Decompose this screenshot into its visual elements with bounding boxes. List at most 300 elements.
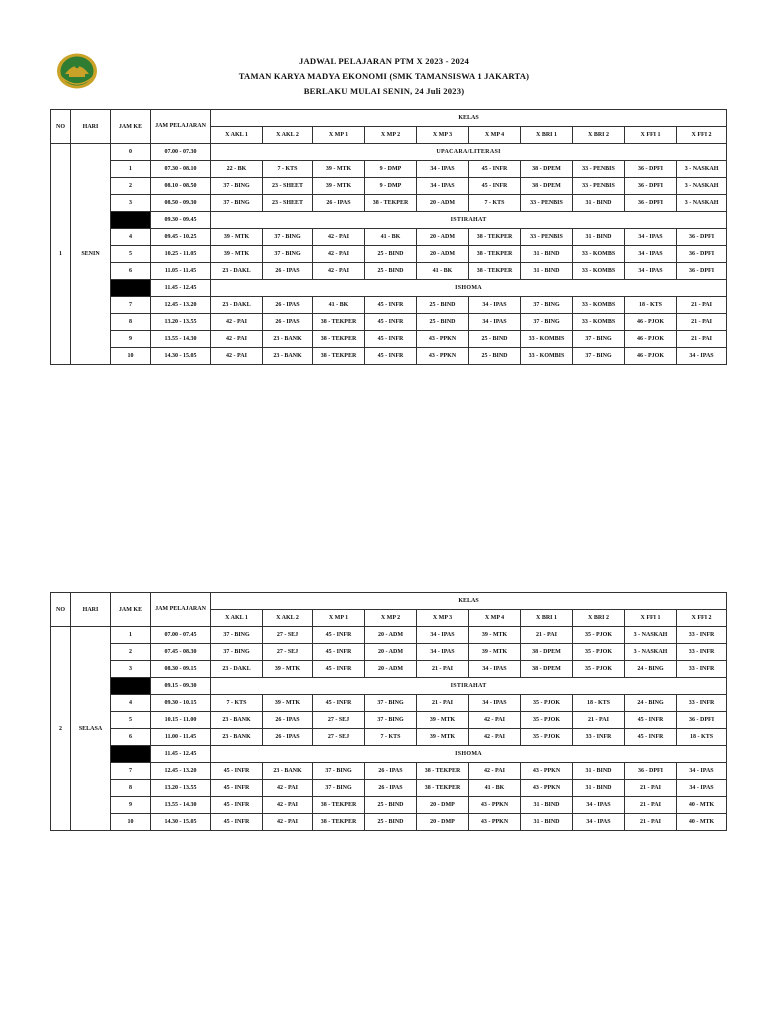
- schedule-cell: 20 - ADM: [365, 644, 417, 661]
- day-number: 1: [51, 144, 71, 365]
- schedule-cell: 34 - IPAS: [417, 627, 469, 644]
- period-number: 5: [111, 712, 151, 729]
- table-row: [51, 627, 727, 644]
- class-header: X FFI 2: [677, 610, 727, 627]
- table-row: [51, 661, 727, 678]
- schedule-cell: 45 - INFR: [211, 780, 263, 797]
- col-header-hari: HARI: [71, 593, 111, 627]
- table-row: [51, 729, 727, 746]
- schedule-cell: 3 - NASKAH: [677, 161, 727, 178]
- period-number: 9: [111, 331, 151, 348]
- schedule-cell: 33 - PENBIS: [521, 229, 573, 246]
- schedule-cell: 21 - PAI: [677, 331, 727, 348]
- schedule-cell: 23 - BANK: [263, 331, 313, 348]
- schedule-cell: 40 - MTK: [677, 814, 727, 831]
- period-time: 11.00 - 11.45: [151, 729, 211, 746]
- period-time: 13.55 - 14.30: [151, 331, 211, 348]
- day-name: SENIN: [71, 144, 111, 365]
- table-row: [51, 746, 727, 763]
- schedule-cell: 38 - TEKPER: [313, 314, 365, 331]
- schedule-cell: 37 - BING: [521, 297, 573, 314]
- schedule-cell: 26 - IPAS: [263, 297, 313, 314]
- break-label: ISHOMA: [211, 280, 727, 297]
- table-row: [51, 331, 727, 348]
- document-header: [0, 54, 768, 99]
- schedule-cell: 23 - SHEET: [263, 178, 313, 195]
- schedule-cell: 45 - INFR: [211, 797, 263, 814]
- schedule-cell: 35 - PJOK: [573, 644, 625, 661]
- col-header-jam-pelajaran: JAM PELAJARAN: [151, 593, 211, 627]
- schedule-cell: 37 - BING: [263, 246, 313, 263]
- schedule-cell: 36 - DPFI: [625, 763, 677, 780]
- schedule-cell: 42 - PAI: [313, 246, 365, 263]
- table-row: [51, 763, 727, 780]
- schedule-cell: 33 - INFR: [573, 729, 625, 746]
- schedule-cell: 25 - BIND: [365, 263, 417, 280]
- schedule-cell: 7 - KTS: [365, 729, 417, 746]
- schedule-cell: 38 - DPEM: [521, 161, 573, 178]
- period-number: [111, 746, 151, 763]
- schedule-cell: 38 - TEKPER: [469, 263, 521, 280]
- schedule-cell: 45 - INFR: [211, 814, 263, 831]
- period-time: 13.20 - 13.55: [151, 780, 211, 797]
- schedule-cell: 42 - PAI: [211, 348, 263, 365]
- period-number: [111, 212, 151, 229]
- schedule-cell: 45 - INFR: [365, 297, 417, 314]
- schedule-cell: 38 - DPEM: [521, 644, 573, 661]
- header-title: JADWAL PELAJARAN PTM X 2023 - 2024: [298, 56, 470, 66]
- class-header: X AKL 2: [263, 610, 313, 627]
- break-label: ISHOMA: [211, 746, 727, 763]
- schedule-cell: 42 - PAI: [263, 780, 313, 797]
- schedule-cell: 37 - BING: [365, 695, 417, 712]
- schedule-cell: 33 - PENBIS: [573, 178, 625, 195]
- schedule-cell: 25 - BIND: [365, 814, 417, 831]
- schedule-cell: 45 - INFR: [211, 763, 263, 780]
- schedule-cell: 33 - KOMBIS: [521, 331, 573, 348]
- schedule-cell: 42 - PAI: [469, 729, 521, 746]
- table-row: [51, 212, 727, 229]
- schedule-cell: 23 - SHEET: [263, 195, 313, 212]
- schedule-cell: 18 - KTS: [677, 729, 727, 746]
- table-row: [51, 144, 727, 161]
- schedule-cell: 21 - PAI: [677, 314, 727, 331]
- schedule-cell: 39 - MTK: [417, 729, 469, 746]
- schedule-cell: 38 - TEKPER: [313, 331, 365, 348]
- class-header: X AKL 1: [211, 610, 263, 627]
- table-row: [51, 263, 727, 280]
- class-header: X MP 2: [365, 610, 417, 627]
- period-number: 6: [111, 263, 151, 280]
- col-header-kelas: KELAS: [211, 110, 727, 127]
- col-header-no: NO: [51, 110, 71, 144]
- schedule-cell: 31 - BIND: [521, 797, 573, 814]
- schedule-cell: 34 - IPAS: [417, 161, 469, 178]
- schedule-cell: 25 - BIND: [469, 331, 521, 348]
- table-row: [51, 780, 727, 797]
- schedule-cell: 23 - BANK: [263, 763, 313, 780]
- schedule-cell: 38 - TEKPER: [417, 763, 469, 780]
- period-number: 7: [111, 297, 151, 314]
- schedule-cell: 9 - DMP: [365, 178, 417, 195]
- period-number: 8: [111, 780, 151, 797]
- schedule-cell: 38 - DPEM: [521, 178, 573, 195]
- schedule-cell: 41 - BK: [365, 229, 417, 246]
- period-number: 2: [111, 178, 151, 195]
- table-row: [51, 712, 727, 729]
- schedule-cell: 37 - BING: [263, 229, 313, 246]
- header-effective-date: BERLAKU MULAI SENIN, 24 Juli 2023): [303, 86, 465, 96]
- schedule-cell: 35 - PJOK: [521, 729, 573, 746]
- schedule-cell: 20 - ADM: [417, 229, 469, 246]
- schedule-cell: 26 - IPAS: [263, 314, 313, 331]
- period-number: 10: [111, 814, 151, 831]
- schedule-cell: 21 - PAI: [417, 661, 469, 678]
- schedule-cell: 31 - BIND: [573, 229, 625, 246]
- period-number: 6: [111, 729, 151, 746]
- schedule-cell: 35 - PJOK: [521, 712, 573, 729]
- schedule-cell: 20 - ADM: [417, 195, 469, 212]
- schedule-cell: 26 - IPAS: [263, 712, 313, 729]
- schedule-cell: 45 - INFR: [313, 644, 365, 661]
- period-time: 09.15 - 09.30: [151, 678, 211, 695]
- period-time: 10.15 - 11.00: [151, 712, 211, 729]
- class-header: X MP 4: [469, 127, 521, 144]
- class-header: X MP 3: [417, 127, 469, 144]
- schedule-cell: 39 - MTK: [469, 644, 521, 661]
- schedule-cell: 41 - BK: [313, 297, 365, 314]
- schedule-cell: 42 - PAI: [211, 331, 263, 348]
- class-header: X FFI 1: [625, 127, 677, 144]
- schedule-cell: 18 - KTS: [573, 695, 625, 712]
- schedule-cell: 21 - PAI: [625, 814, 677, 831]
- schedule-cell: 45 - INFR: [365, 314, 417, 331]
- schedule-cell: 42 - PAI: [211, 314, 263, 331]
- schedule-cell: 43 - PPKN: [521, 763, 573, 780]
- schedule-cell: 33 - INFR: [677, 627, 727, 644]
- schedule-cell: 20 - DMP: [417, 797, 469, 814]
- schedule-cell: 38 - TEKPER: [313, 797, 365, 814]
- schedule-cell: 39 - MTK: [263, 695, 313, 712]
- schedule-cell: 25 - BIND: [365, 246, 417, 263]
- period-time: 09.30 - 10.15: [151, 695, 211, 712]
- schedule-cell: 36 - DPFI: [677, 246, 727, 263]
- schedule-cell: 45 - INFR: [625, 712, 677, 729]
- schedule-cell: 41 - BK: [417, 263, 469, 280]
- class-header: X AKL 2: [263, 127, 313, 144]
- schedule-cell: 25 - BIND: [417, 297, 469, 314]
- schedule-cell: 37 - BING: [521, 314, 573, 331]
- schedule-cell: 45 - INFR: [365, 331, 417, 348]
- col-header-kelas: KELAS: [211, 593, 727, 610]
- schedule-cell: 46 - PJOK: [625, 348, 677, 365]
- schedule-cell: 39 - MTK: [211, 246, 263, 263]
- schedule-cell: 42 - PAI: [263, 814, 313, 831]
- period-time: 12.45 - 13.20: [151, 763, 211, 780]
- period-number: [111, 280, 151, 297]
- schedule-cell: 3 - NASKAH: [625, 644, 677, 661]
- table-row: [51, 246, 727, 263]
- table-row: [51, 280, 727, 297]
- schedule-cell: 46 - PJOK: [625, 314, 677, 331]
- class-header: X BRI 1: [521, 127, 573, 144]
- schedule-cell: 38 - TEKPER: [365, 195, 417, 212]
- schedule-cell: 31 - BIND: [521, 246, 573, 263]
- schedule-cell: 27 - SEJ: [313, 729, 365, 746]
- class-header: X FFI 2: [677, 127, 727, 144]
- schedule-cell: 9 - DMP: [365, 161, 417, 178]
- class-header: X MP 2: [365, 127, 417, 144]
- schedule-cell: 43 - PPKN: [521, 780, 573, 797]
- period-number: 8: [111, 314, 151, 331]
- schedule-cell: 31 - BIND: [573, 763, 625, 780]
- period-time: 14.30 - 15.05: [151, 814, 211, 831]
- schedule-cell: 33 - KOMBS: [573, 297, 625, 314]
- schedule-cell: 27 - SEJ: [263, 644, 313, 661]
- day-name: SELASA: [71, 627, 111, 831]
- schedule-cell: 33 - INFR: [677, 644, 727, 661]
- schedule-cell: 36 - DPFI: [625, 195, 677, 212]
- schedule-cell: 37 - BING: [211, 195, 263, 212]
- schedule-cell: 31 - BIND: [573, 780, 625, 797]
- schedule-cell: 26 - IPAS: [263, 263, 313, 280]
- schedule-cell: 39 - MTK: [263, 661, 313, 678]
- class-header: X FFI 1: [625, 610, 677, 627]
- schedule-cell: 37 - BING: [365, 712, 417, 729]
- period-time: 12.45 - 13.20: [151, 297, 211, 314]
- period-number: 7: [111, 763, 151, 780]
- schedule-cell: 20 - ADM: [365, 627, 417, 644]
- schedule-cell: 22 - BK: [211, 161, 263, 178]
- schedule-cell: 34 - IPAS: [625, 263, 677, 280]
- schedule-cell: 37 - BING: [573, 348, 625, 365]
- schedule-cell: 21 - PAI: [625, 780, 677, 797]
- schedule-cell: 43 - PPKN: [469, 797, 521, 814]
- period-number: 5: [111, 246, 151, 263]
- schedule-cell: 20 - DMP: [417, 814, 469, 831]
- schedule-cell: 45 - INFR: [313, 627, 365, 644]
- schedule-cell: 46 - PJOK: [625, 331, 677, 348]
- period-time: 14.30 - 15.05: [151, 348, 211, 365]
- schedule-cell: 37 - BING: [313, 780, 365, 797]
- schedule-cell: 23 - BANK: [211, 729, 263, 746]
- schedule-cell: 41 - BK: [469, 780, 521, 797]
- period-time: 08.10 - 08.50: [151, 178, 211, 195]
- col-header-jam-ke: JAM KE: [111, 593, 151, 627]
- schedule-cell: 42 - PAI: [313, 263, 365, 280]
- period-time: 11.05 - 11.45: [151, 263, 211, 280]
- schedule-cell: 23 - DAKL: [211, 661, 263, 678]
- schedule-cell: 21 - PAI: [521, 627, 573, 644]
- schedule-cell: 31 - BIND: [521, 263, 573, 280]
- col-header-jam-ke: JAM KE: [111, 110, 151, 144]
- schedule-cell: 27 - SEJ: [313, 712, 365, 729]
- schedule-cell: 40 - MTK: [677, 797, 727, 814]
- schedule-cell: 33 - PENBIS: [521, 195, 573, 212]
- schedule-cell: 43 - PPKN: [469, 814, 521, 831]
- schedule-cell: 35 - PJOK: [573, 661, 625, 678]
- period-time: 07.30 - 08.10: [151, 161, 211, 178]
- schedule-cell: 34 - IPAS: [573, 797, 625, 814]
- schedule-cell: 23 - BANK: [263, 348, 313, 365]
- period-time: 08.30 - 09.15: [151, 661, 211, 678]
- schedule-cell: 3 - NASKAH: [625, 627, 677, 644]
- table-row: [51, 797, 727, 814]
- col-header-jam-pelajaran: JAM PELAJARAN: [151, 110, 211, 144]
- schedule-cell: 34 - IPAS: [677, 780, 727, 797]
- schedule-cell: 36 - DPFI: [677, 263, 727, 280]
- class-header: X BRI 2: [573, 610, 625, 627]
- schedule-cell: 7 - KTS: [469, 195, 521, 212]
- schedule-table-senin: [50, 109, 727, 365]
- schedule-cell: 33 - KOMBS: [573, 314, 625, 331]
- class-header: X MP 3: [417, 610, 469, 627]
- break-label: UPACARA/LITERASI: [211, 144, 727, 161]
- schedule-cell: 45 - INFR: [365, 348, 417, 365]
- schedule-cell: 34 - IPAS: [469, 661, 521, 678]
- col-header-no: NO: [51, 593, 71, 627]
- schedule-table-selasa: [50, 592, 727, 831]
- period-number: 4: [111, 695, 151, 712]
- schedule-cell: 42 - PAI: [263, 797, 313, 814]
- schedule-cell: 34 - IPAS: [417, 178, 469, 195]
- schedule-cell: 7 - KTS: [211, 695, 263, 712]
- schedule-cell: 31 - BIND: [573, 195, 625, 212]
- schedule-cell: 33 - PENBIS: [573, 161, 625, 178]
- col-header-hari: HARI: [71, 110, 111, 144]
- schedule-cell: 21 - PAI: [573, 712, 625, 729]
- table-row: [51, 178, 727, 195]
- schedule-cell: 31 - BIND: [521, 814, 573, 831]
- table-row: [51, 161, 727, 178]
- header-row: [51, 593, 727, 610]
- period-number: 1: [111, 161, 151, 178]
- schedule-cell: 39 - MTK: [469, 627, 521, 644]
- schedule-cell: 34 - IPAS: [469, 695, 521, 712]
- period-time: 11.45 - 12.45: [151, 280, 211, 297]
- schedule-cell: 33 - KOMBS: [573, 246, 625, 263]
- schedule-cell: 43 - PPKN: [417, 348, 469, 365]
- schedule-cell: 3 - NASKAH: [677, 195, 727, 212]
- schedule-cell: 23 - DAKL: [211, 263, 263, 280]
- schedule-cell: 26 - IPAS: [263, 729, 313, 746]
- schedule-cell: 45 - INFR: [313, 661, 365, 678]
- schedule-cell: 25 - BIND: [417, 314, 469, 331]
- schedule-cell: 34 - IPAS: [625, 246, 677, 263]
- table-row: [51, 678, 727, 695]
- period-number: 1: [111, 627, 151, 644]
- schedule-cell: 25 - BIND: [365, 797, 417, 814]
- schedule-cell: 39 - MTK: [313, 178, 365, 195]
- schedule-cell: 34 - IPAS: [469, 314, 521, 331]
- period-number: 3: [111, 661, 151, 678]
- table-row: [51, 814, 727, 831]
- table-row: [51, 297, 727, 314]
- schedule-cell: 35 - PJOK: [573, 627, 625, 644]
- class-header: X MP 1: [313, 127, 365, 144]
- period-number: [111, 678, 151, 695]
- schedule-cell: 25 - BIND: [469, 348, 521, 365]
- table-row: [51, 348, 727, 365]
- period-time: 09.45 - 10.25: [151, 229, 211, 246]
- schedule-cell: 20 - ADM: [417, 246, 469, 263]
- table-row: [51, 195, 727, 212]
- schedule-cell: 34 - IPAS: [677, 348, 727, 365]
- period-time: 13.55 - 14.30: [151, 797, 211, 814]
- schedule-cell: 33 - KOMBS: [573, 263, 625, 280]
- schedule-cell: 39 - MTK: [211, 229, 263, 246]
- period-time: 11.45 - 12.45: [151, 746, 211, 763]
- period-number: 4: [111, 229, 151, 246]
- schedule-cell: 37 - BING: [313, 763, 365, 780]
- class-header: X BRI 2: [573, 127, 625, 144]
- schedule-cell: 42 - PAI: [313, 229, 365, 246]
- table-row: [51, 695, 727, 712]
- schedule-cell: 18 - KTS: [625, 297, 677, 314]
- schedule-cell: 33 - KOMBIS: [521, 348, 573, 365]
- schedule-cell: 36 - DPFI: [625, 178, 677, 195]
- period-time: 07.45 - 08.30: [151, 644, 211, 661]
- schedule-cell: 36 - DPFI: [625, 161, 677, 178]
- table-row: [51, 229, 727, 246]
- schedule-cell: 7 - KTS: [263, 161, 313, 178]
- schedule-cell: 45 - INFR: [625, 729, 677, 746]
- schedule-cell: 27 - SEJ: [263, 627, 313, 644]
- schedule-cell: 36 - DPFI: [677, 712, 727, 729]
- schedule-cell: 43 - PPKN: [417, 331, 469, 348]
- class-header: X MP 1: [313, 610, 365, 627]
- schedule-cell: 37 - BING: [211, 627, 263, 644]
- schedule-cell: 34 - IPAS: [469, 297, 521, 314]
- schedule-cell: 38 - DPEM: [521, 661, 573, 678]
- schedule-cell: 23 - BANK: [211, 712, 263, 729]
- schedule-cell: 42 - PAI: [469, 763, 521, 780]
- schedule-cell: 38 - TEKPER: [469, 229, 521, 246]
- class-header: X BRI 1: [521, 610, 573, 627]
- schedule-cell: 26 - IPAS: [365, 763, 417, 780]
- schedule-cell: 26 - IPAS: [313, 195, 365, 212]
- schedule-cell: 39 - MTK: [417, 712, 469, 729]
- schedule-cell: 37 - BING: [211, 178, 263, 195]
- schedule-cell: 34 - IPAS: [573, 814, 625, 831]
- period-time: 09.30 - 09.45: [151, 212, 211, 229]
- schedule-cell: 33 - INFR: [677, 661, 727, 678]
- schedule-cell: 3 - NASKAH: [677, 178, 727, 195]
- schedule-cell: 34 - IPAS: [625, 229, 677, 246]
- schedule-cell: 21 - PAI: [677, 297, 727, 314]
- schedule-cell: 39 - MTK: [313, 161, 365, 178]
- schedule-cell: 37 - BING: [211, 644, 263, 661]
- period-number: 0: [111, 144, 151, 161]
- schedule-cell: 33 - INFR: [677, 695, 727, 712]
- header-school: TAMAN KARYA MADYA EKONOMI (SMK TAMANSISWA 1 JAKARTA): [238, 71, 530, 81]
- schedule-cell: 26 - IPAS: [365, 780, 417, 797]
- schedule-cell: 24 - BING: [625, 661, 677, 678]
- period-number: 10: [111, 348, 151, 365]
- table-row: [51, 644, 727, 661]
- table-row: [51, 314, 727, 331]
- schedule-cell: 21 - PAI: [417, 695, 469, 712]
- period-time: 07.00 - 07.45: [151, 627, 211, 644]
- schedule-cell: 34 - IPAS: [417, 644, 469, 661]
- schedule-cell: 35 - PJOK: [521, 695, 573, 712]
- break-label: ISTIRAHAT: [211, 678, 727, 695]
- class-header: X AKL 1: [211, 127, 263, 144]
- class-header: X MP 4: [469, 610, 521, 627]
- schedule-cell: 38 - TEKPER: [417, 780, 469, 797]
- schedule-cell: 42 - PAI: [469, 712, 521, 729]
- schedule-cell: 20 - ADM: [365, 661, 417, 678]
